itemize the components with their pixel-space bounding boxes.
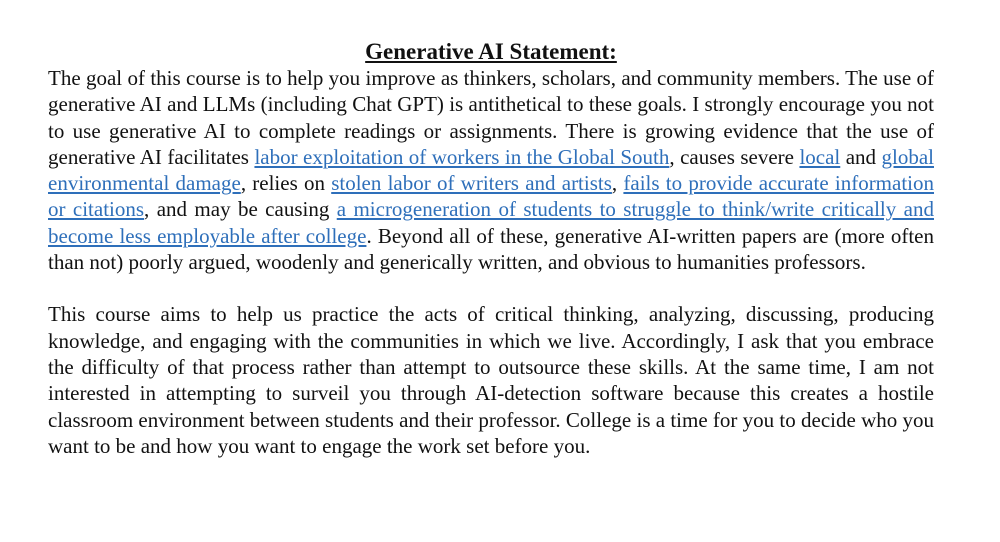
paragraph-1-text-5: , [611, 171, 624, 196]
paragraph-1-text-6: , and may be causing [144, 197, 337, 222]
statement-title: Generative AI Statement: [365, 39, 617, 64]
link-inaccurate-information[interactable]: fails to provide accurate information or citations [48, 171, 935, 222]
paragraph-1-text-3: and [840, 144, 882, 169]
link-microgeneration[interactable]: a microgeneration of students to struggle to think/write critically and become less employable after college [48, 197, 934, 248]
paragraph-1-text-2: , causes severe [669, 144, 800, 169]
link-stolen-labor[interactable]: stolen labor of writers and artists [331, 171, 612, 196]
link-labor-exploitation[interactable]: labor exploitation of workers in the Global South [254, 144, 670, 169]
link-global-environmental-damage[interactable]: global environmental damage [48, 144, 934, 196]
paragraph-1-text-1: The goal of this course is to help you improve as thinkers, scholars, and community members. The use of generative AI and LLMs (including Chat GPT) is antithetical to these goals. I strongly encourage you not to use generative AI to complete readings or assignments. There is growing evidence that the use of generative AI facilitates [48, 66, 934, 169]
paragraph-1 [48, 65, 934, 275]
link-local[interactable]: local [799, 144, 841, 169]
paragraph-2: This course aims to help us practice the acts of critical thinking, analyzing, discussing, producing knowledge, and engaging with the communities in which we live. Accordingly, I ask that you embrace the difficulty of that process rather than attempt to outsource these skills. At the same time, I am not interested in attempting to surveil you through AI-detection software because this creates a hostile classroom environment between students and their professor. College is a time for you to decide who you want to be and how you want to engage the work set before you. [48, 302, 934, 458]
paragraph-1-text-7: . Beyond all of these, generative AI-written papers are (more often than not) poorly argued, woodenly and generically written, and obvious to humanities professors. [48, 223, 934, 275]
document-page [48, 38, 934, 459]
paragraph-1-text-4: , relies on [240, 171, 332, 196]
